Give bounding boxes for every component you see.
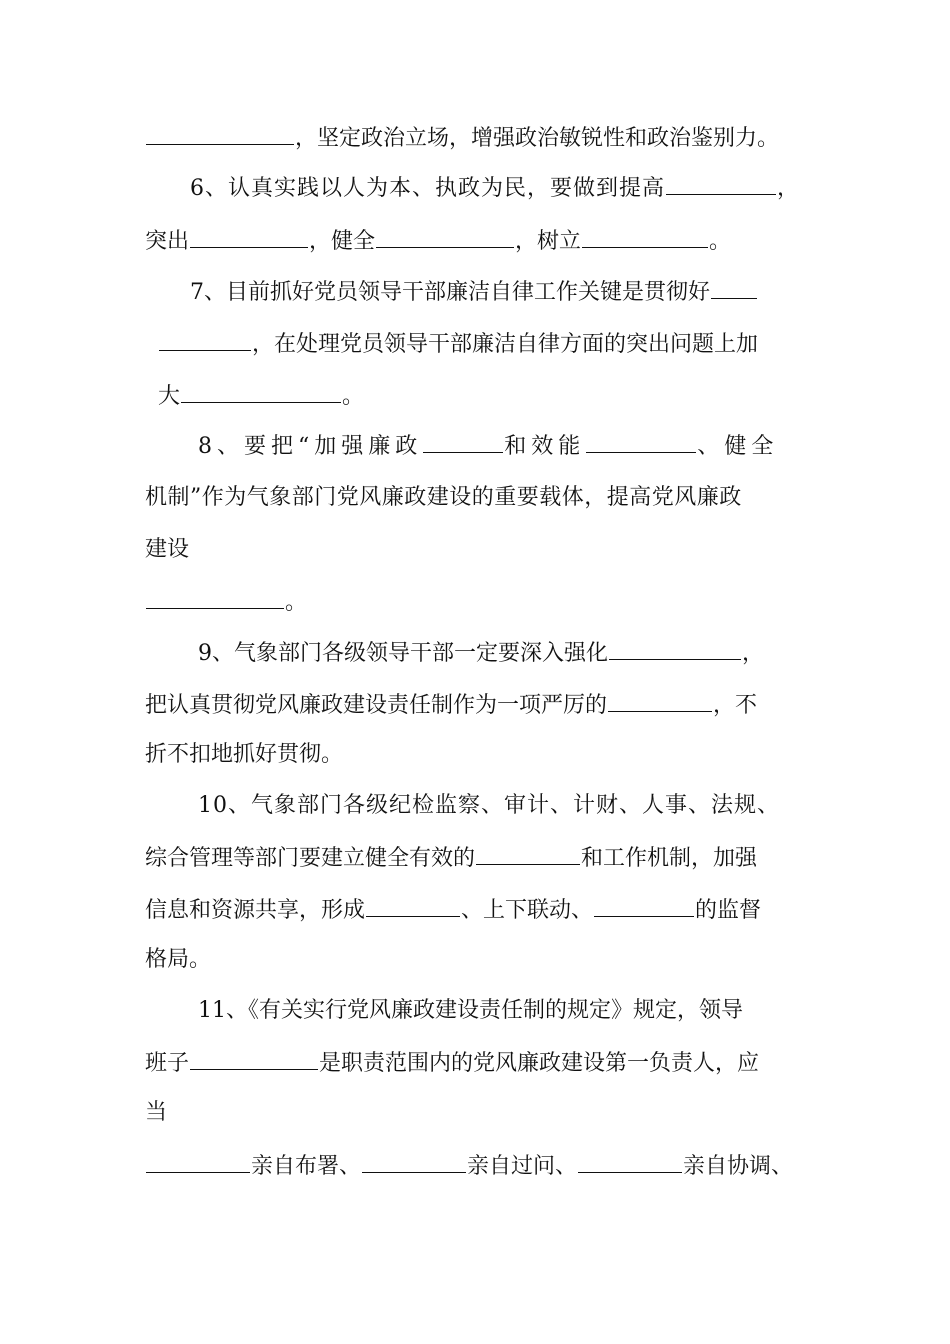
text-line xyxy=(145,122,779,154)
text-segment: 亲自协调、 xyxy=(683,1154,794,1179)
fill-blank[interactable] xyxy=(366,894,460,917)
text-line xyxy=(145,689,757,721)
text-line xyxy=(198,637,764,669)
text-segment: ，在处理党员领导干部廉洁自律方面的突出问题上加 xyxy=(252,332,759,357)
text-segment: 班子 xyxy=(145,1051,190,1076)
fill-blank[interactable] xyxy=(608,689,712,712)
text-segment: 8、要把“加强廉政 xyxy=(198,434,423,459)
text-line xyxy=(145,586,307,618)
fill-blank[interactable] xyxy=(181,380,341,403)
text-segment: 亲自过问、 xyxy=(467,1154,578,1179)
fill-blank[interactable] xyxy=(582,225,708,248)
text-line xyxy=(145,945,211,975)
text-segment: 。 xyxy=(285,590,308,615)
fill-blank[interactable] xyxy=(423,430,503,453)
text-segment: ， xyxy=(777,176,801,201)
text-line xyxy=(145,740,343,770)
text-segment: 10、气象部门各级纪检监察、审计、计财、人事、法规、 xyxy=(198,793,780,818)
text-line xyxy=(158,328,758,360)
text-line xyxy=(158,380,364,412)
fill-blank[interactable] xyxy=(376,225,514,248)
text-line xyxy=(145,1098,167,1128)
text-segment: 突出 xyxy=(145,229,190,254)
fill-blank[interactable] xyxy=(594,894,694,917)
text-segment: 当 xyxy=(145,1100,168,1125)
text-segment: ，坚定政治立场，增强政治敏锐性和政治鉴别力。 xyxy=(295,126,780,151)
fill-blank[interactable] xyxy=(578,1150,682,1173)
text-line xyxy=(198,791,780,821)
text-segment: 11、《有关实行党风廉政建设责任制的规定》规定，领导 xyxy=(198,998,743,1023)
text-segment: 的监督 xyxy=(695,898,762,923)
text-line xyxy=(145,225,731,257)
fill-blank[interactable] xyxy=(476,842,580,865)
fill-blank[interactable] xyxy=(362,1150,466,1173)
text-segment: 9、气象部门各级领导干部一定要深入强化 xyxy=(198,641,608,666)
text-line xyxy=(145,1150,793,1182)
text-line xyxy=(145,842,757,874)
text-segment: 格局。 xyxy=(145,947,212,972)
text-segment: 把认真贯彻党风廉政建设责任制作为一项严厉的 xyxy=(145,693,608,718)
text-line xyxy=(190,172,800,204)
text-segment: ，不 xyxy=(713,693,758,718)
text-segment: 大 xyxy=(158,384,181,409)
text-line xyxy=(145,1047,759,1079)
text-segment: 是职责范围内的党风廉政建设第一负责人，应 xyxy=(319,1051,760,1076)
fill-blank[interactable] xyxy=(609,637,741,660)
text-segment: 6、认真实践以人为本、执政为民，要做到提高 xyxy=(190,176,665,201)
fill-blank[interactable] xyxy=(586,430,696,453)
text-segment: 综合管理等部门要建立健全有效的 xyxy=(145,846,476,871)
text-segment: 。 xyxy=(709,229,732,254)
text-line xyxy=(145,894,761,926)
fill-blank[interactable] xyxy=(666,172,776,195)
fill-blank[interactable] xyxy=(146,586,284,609)
text-segment: 7、目前抓好党员领导干部廉洁自律工作关键是贯彻好 xyxy=(190,280,710,305)
fill-blank[interactable] xyxy=(159,328,251,351)
text-segment: 信息和资源共享，形成 xyxy=(145,898,366,923)
text-segment: 。 xyxy=(342,384,365,409)
text-segment: ， xyxy=(742,641,765,666)
text-line xyxy=(145,483,742,513)
text-line xyxy=(145,535,189,565)
text-line xyxy=(198,430,778,462)
fill-blank[interactable] xyxy=(146,1150,250,1173)
fill-blank[interactable] xyxy=(190,1047,318,1070)
text-segment: 、健全 xyxy=(697,434,779,459)
text-segment: 、上下联动、 xyxy=(461,898,594,923)
text-segment: ，健全 xyxy=(309,229,376,254)
fill-blank[interactable] xyxy=(146,122,294,145)
fill-blank[interactable] xyxy=(190,225,308,248)
text-segment: 和效能 xyxy=(504,434,586,459)
text-segment: ，树立 xyxy=(515,229,582,254)
text-segment: 折不扣地抓好贯彻。 xyxy=(145,742,344,767)
text-line xyxy=(198,996,743,1026)
text-segment: 和工作机制，加强 xyxy=(581,846,758,871)
fill-blank[interactable] xyxy=(711,276,757,299)
text-segment: 机制”作为气象部门党风廉政建设的重要载体，提高党风廉政 xyxy=(145,485,742,510)
text-segment: 亲自布署、 xyxy=(251,1154,362,1179)
text-segment: 建设 xyxy=(145,537,190,562)
text-line xyxy=(190,276,758,308)
